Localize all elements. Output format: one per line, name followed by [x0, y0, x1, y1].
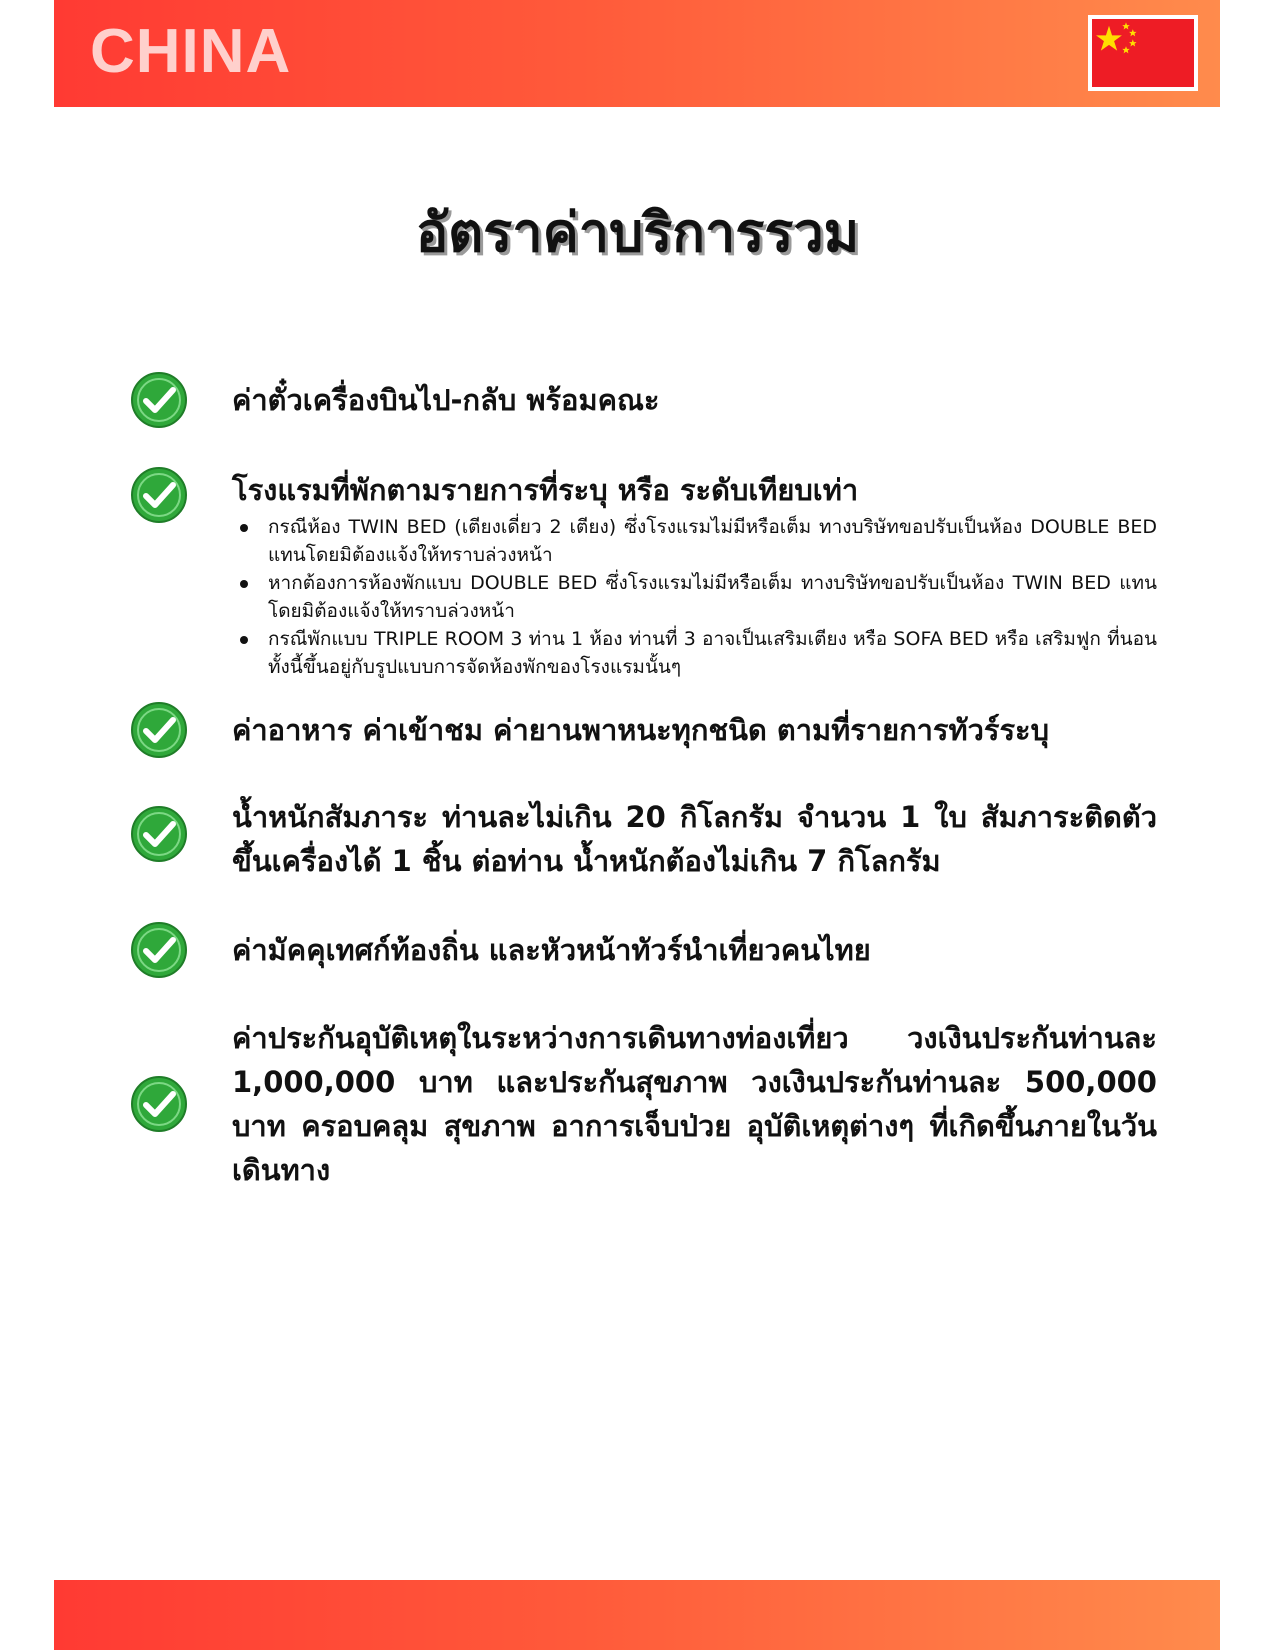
service-item-meals-transport: ค่าอาหาร ค่าเข้าชม ค่ายานพาหนะทุกชนิด ตามที่รายการทัวร์ระบุ — [232, 713, 1050, 747]
service-item-insurance: ค่าประกันอุบัติเหตุในระหว่างการเดินทางท่องเที่ยว วงเงินประกันท่านละ 1,000,000 บาท และประกันสุขภาพ วงเงินประกันท่านละ 500,000 บาท ครอบคลุม สุขภาพ อาการเจ็บป่วย อุบัติเหตุต่างๆ ที่เกิดขึ้นภายในวันเดินทาง — [232, 1021, 1157, 1187]
service-item-hotel: โรงแรมที่พักตามรายการที่ระบุ หรือ ระดับเทียบเท่า — [232, 473, 859, 507]
hotel-note: กรณีพักแบบ TRIPLE ROOM 3 ท่าน 1 ห้อง ท่านที่ 3 อาจเป็นเสริมเตียง หรือ SOFA BED หรือ เสริมฟูก ที่นอน ทั้งนี้ขึ้นอยู่กับรูปแบบการจัดห้องพักของโรงแรมนั้นๆ — [232, 625, 1157, 681]
hotel-note: กรณีห้อง TWIN BED (เตียงเดี่ยว 2 เตียง) ซึ่งโรงแรมไม่มีหรือเต็ม ทางบริษัทขอปรับเป็นห้อง DOUBLE BED แทนโดยมิต้องแจ้งให้ทราบล่วงหน้า — [232, 513, 1157, 569]
banner-title: CHINA — [90, 17, 292, 86]
hotel-notes-list — [232, 513, 1157, 681]
check-circle-icon — [130, 701, 188, 759]
service-item-guide: ค่ามัคคุเทศก์ท้องถิ่น และหัวหน้าทัวร์นำเที่ยวคนไทย — [232, 933, 871, 967]
check-circle-icon — [130, 921, 188, 979]
check-circle-icon — [130, 371, 188, 429]
page-title: อัตราค่าบริการรวม — [415, 201, 860, 264]
service-item-flight: ค่าตั๋วเครื่องบินไป-กลับ พร้อมคณะ — [232, 383, 660, 417]
bottom-banner — [54, 1580, 1220, 1650]
check-circle-icon — [130, 466, 188, 524]
hotel-note: หากต้องการห้องพักแบบ DOUBLE BED ซึ่งโรงแรมไม่มีหรือเต็ม ทางบริษัทขอปรับเป็นห้อง TWIN BED แทนโดยมิต้องแจ้งให้ทราบล่วงหน้า — [232, 569, 1157, 625]
check-circle-icon — [130, 1075, 188, 1133]
service-item-baggage: น้ำหนักสัมภาระ ท่านละไม่เกิน 20 กิโลกรัม จำนวน 1 ใบ สัมภาระติดตัวขึ้นเครื่องได้ 1 ชิ้น ต่อท่าน น้ำหนักต้องไม่เกิน 7 กิโลกรัม — [232, 800, 1157, 878]
check-circle-icon — [130, 805, 188, 863]
